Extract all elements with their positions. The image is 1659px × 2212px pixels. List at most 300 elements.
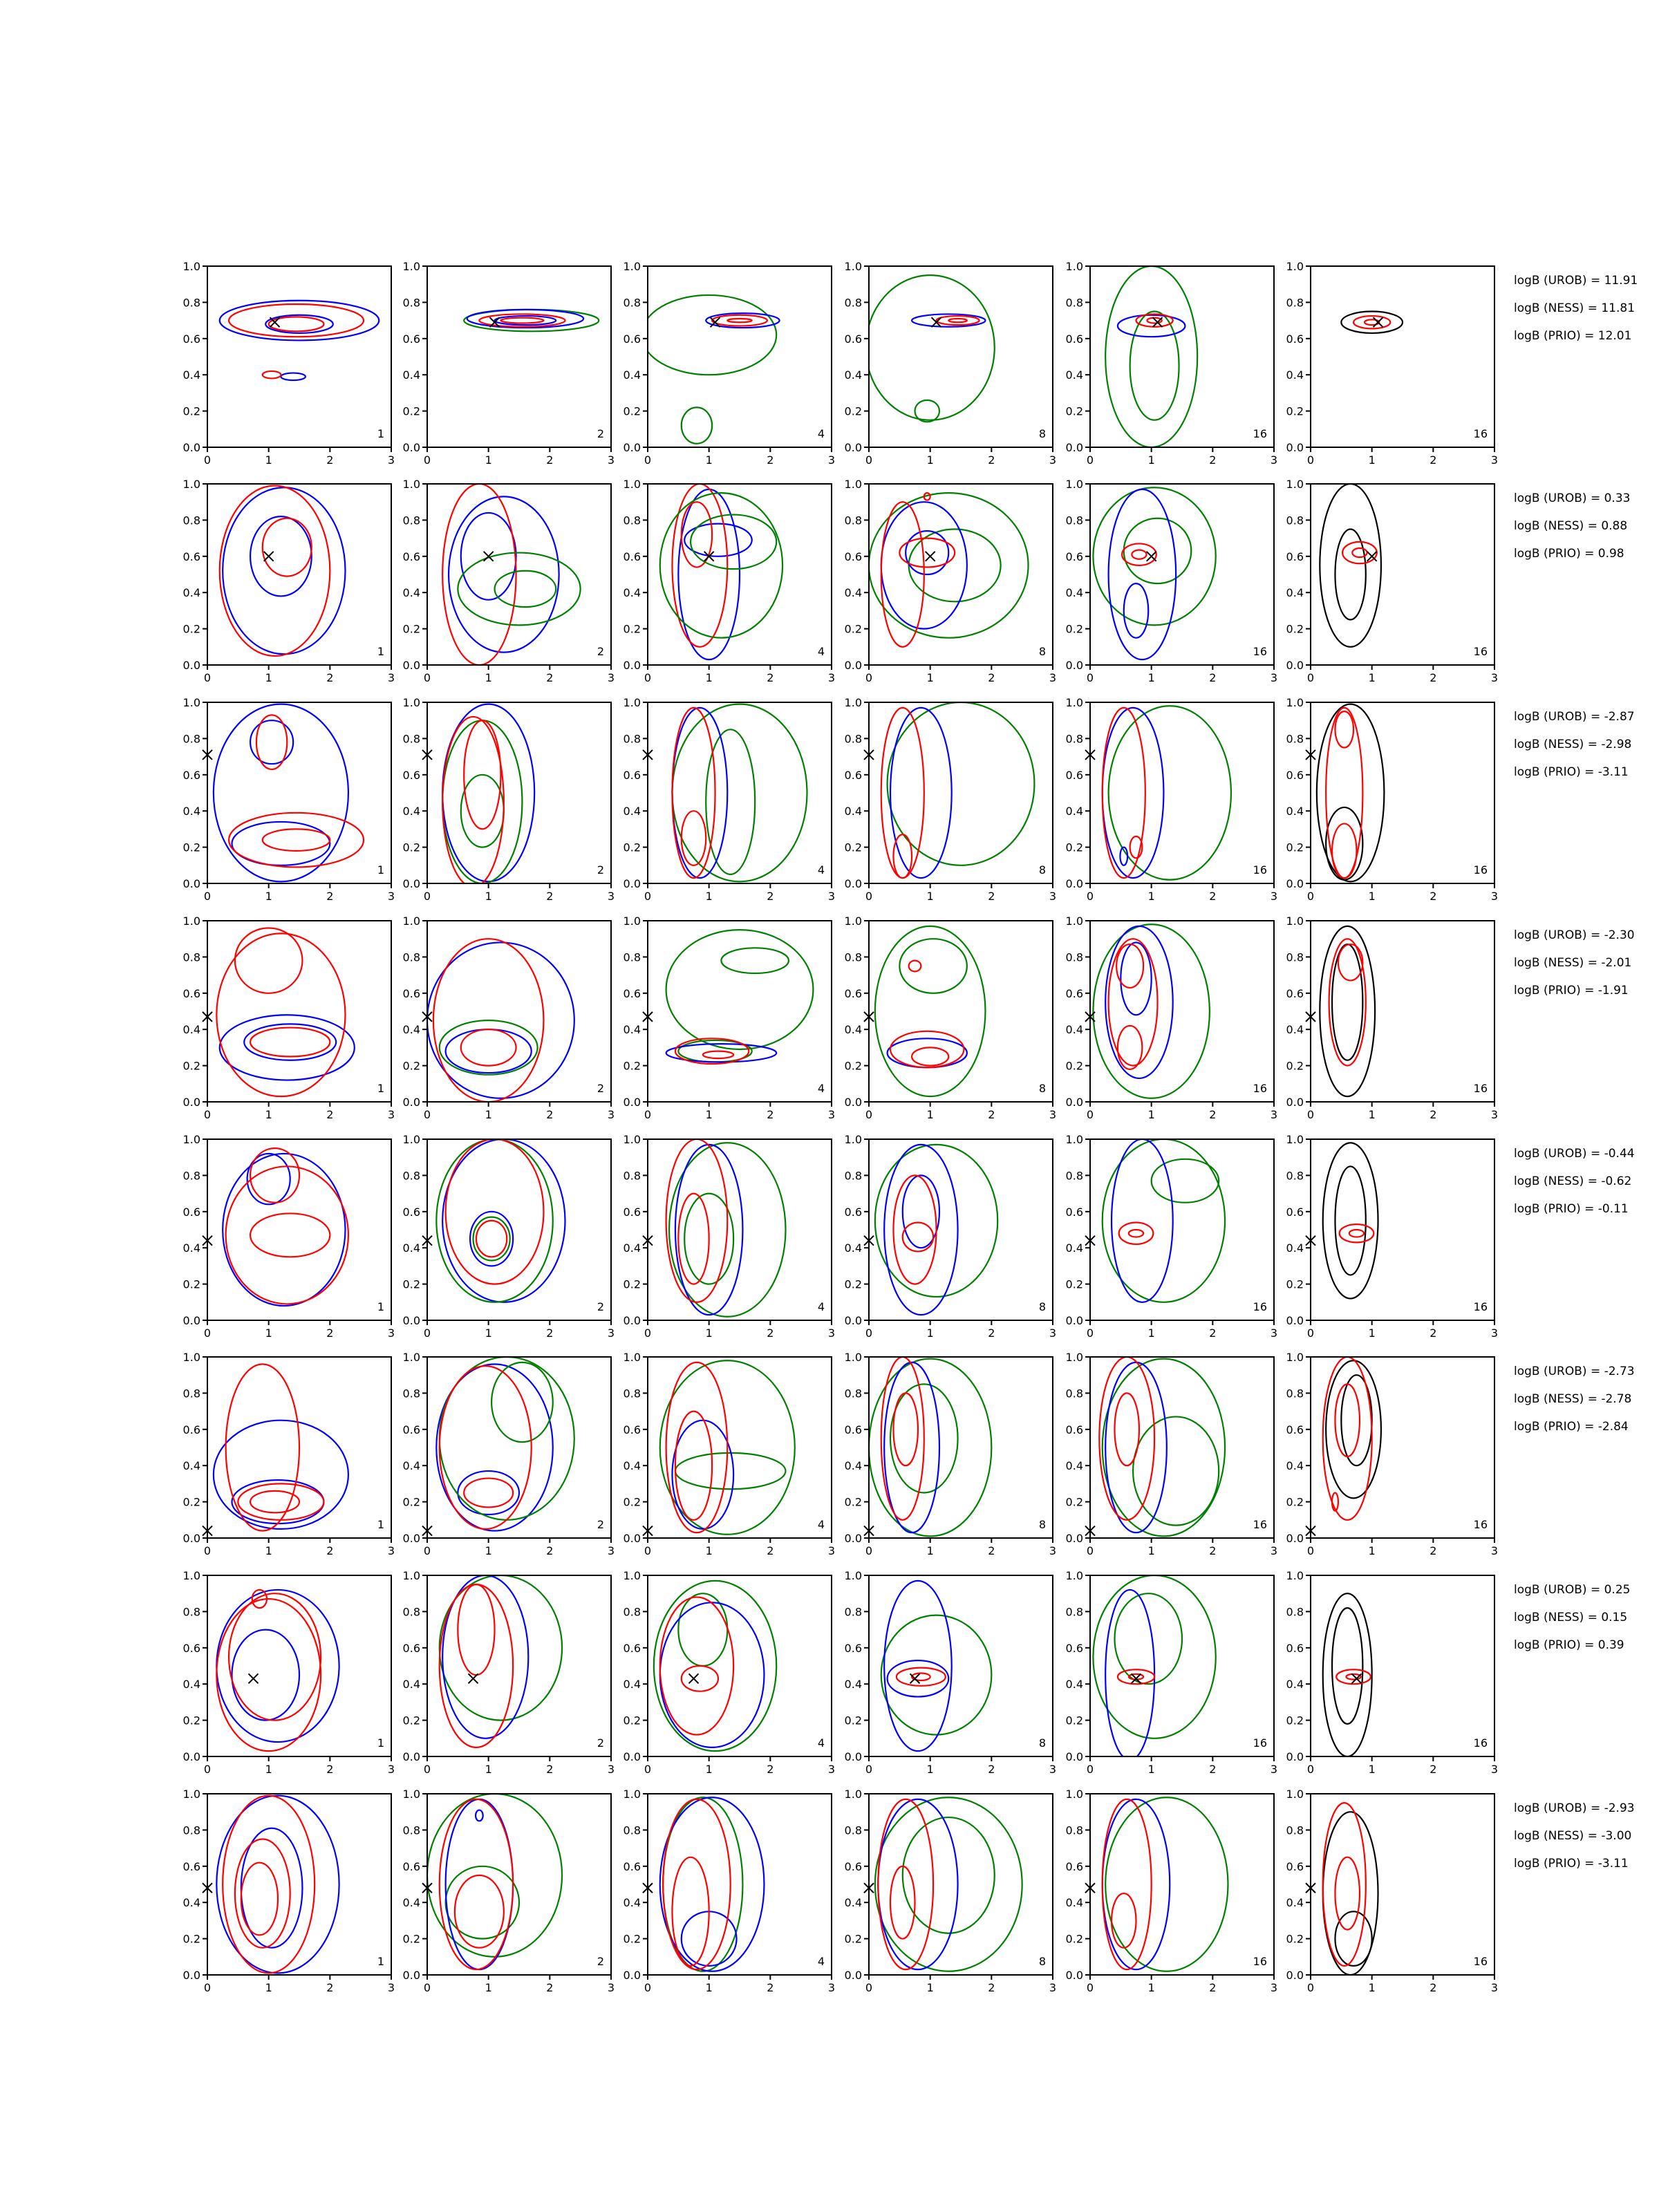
y-tick-label: 0.4	[182, 1896, 200, 1910]
x-tick-label: 0	[1086, 671, 1094, 684]
y-tick-label: 0.0	[623, 1314, 641, 1327]
y-tick-label: 0.2	[1065, 1495, 1083, 1509]
x-tick-label: 2	[546, 1544, 554, 1557]
y-tick-label: 0.8	[623, 1824, 641, 1837]
contour-red	[226, 1364, 299, 1530]
y-tick-label: 0.6	[182, 1859, 200, 1873]
y-tick-label: 1.0	[1286, 1351, 1304, 1364]
logB-stat: logB (NESS) = -0.62	[1514, 1174, 1632, 1188]
contour-group	[660, 1797, 765, 1971]
logB-stat: logB (PRIO) = -3.11	[1514, 1857, 1629, 1871]
x-tick-label: 0	[644, 1763, 652, 1776]
contour-red	[250, 1491, 299, 1512]
subplot-r3-c5	[1066, 696, 1278, 903]
x-tick-label: 0	[865, 1108, 873, 1121]
x-tick-label: 1	[265, 671, 272, 684]
x-tick-label: 1	[926, 1981, 934, 1994]
y-tick-label: 0.6	[844, 1423, 862, 1436]
x-tick-label: 1	[265, 1763, 272, 1776]
y-tick-label: 0.0	[182, 1969, 200, 1982]
subplot-r1-c5	[1066, 260, 1278, 467]
x-tick-label: 3	[387, 1544, 395, 1557]
axes-frame	[1311, 1139, 1494, 1320]
y-tick-label: 0.8	[402, 1605, 420, 1619]
y-tick-label: 0.4	[844, 1678, 862, 1691]
y-tick-label: 0.6	[402, 1423, 420, 1436]
y-tick-label: 0.8	[402, 1387, 420, 1400]
panel-label: 2	[597, 1082, 604, 1095]
y-tick-label: 1.0	[1286, 478, 1304, 491]
x-tick-label: 0	[865, 890, 873, 903]
contour-blue	[884, 1581, 952, 1751]
x-tick-label: 0	[644, 1981, 652, 1994]
y-tick-label: 0.6	[1286, 550, 1304, 563]
contour-red	[442, 717, 504, 887]
x-tick-label: 0	[203, 671, 212, 684]
contour-blue	[223, 1154, 345, 1306]
y-tick-label: 0.2	[402, 622, 420, 636]
panel-label: 2	[597, 1955, 604, 1968]
x-tick-label: 3	[387, 671, 395, 684]
x-tick-label: 2	[546, 453, 554, 467]
y-tick-label: 0.0	[402, 1969, 420, 1982]
contour-red	[1103, 1799, 1152, 1969]
contour-group	[875, 926, 986, 1096]
x-tick-label: 3	[1490, 1763, 1499, 1776]
panel-label: 16	[1473, 1736, 1488, 1750]
y-tick-label: 0.8	[623, 1605, 641, 1619]
y-tick-label: 1.0	[844, 1788, 862, 1801]
logB-stat: logB (PRIO) = -0.11	[1514, 1202, 1629, 1216]
y-tick-label: 0.4	[623, 1678, 641, 1691]
x-tick-label: 1	[926, 1763, 934, 1776]
y-tick-label: 0.8	[182, 1605, 200, 1619]
contour-green	[675, 1453, 786, 1489]
contour-green	[427, 1794, 562, 1957]
y-tick-label: 0.8	[1065, 1605, 1083, 1619]
y-tick-label: 0.8	[1286, 950, 1304, 964]
y-tick-label: 0.2	[1286, 622, 1304, 636]
x-tick-label: 3	[387, 1108, 395, 1121]
y-tick-label: 0.4	[623, 1241, 641, 1255]
x-tick-label: 1	[1368, 453, 1376, 467]
x-tick-label: 2	[326, 671, 334, 684]
y-tick-label: 1.0	[1065, 1569, 1083, 1582]
contour-blue	[1105, 1362, 1167, 1533]
x-tick-label: 1	[485, 1981, 492, 1994]
x-tick-label: 3	[607, 1544, 615, 1557]
contour-group	[1093, 1575, 1215, 1760]
y-tick-label: 0.8	[623, 950, 641, 964]
x-tick-label: 3	[1270, 1544, 1278, 1557]
y-tick-label: 0.2	[1065, 1714, 1083, 1727]
contour-group	[1323, 1357, 1381, 1520]
contour-red	[1116, 944, 1143, 988]
y-tick-label: 0.8	[1286, 1169, 1304, 1183]
x-tick-label: 3	[827, 453, 836, 467]
logB-stat: logB (UROB) = -2.93	[1514, 1801, 1635, 1815]
y-tick-label: 0.2	[844, 622, 862, 636]
contour-group	[1103, 706, 1231, 880]
y-tick-label: 0.8	[182, 950, 200, 964]
y-tick-label: 1.0	[623, 1351, 641, 1364]
contour-red	[878, 1799, 933, 1969]
x-tick-label: 3	[387, 1327, 395, 1340]
y-tick-label: 0.4	[182, 586, 200, 600]
y-tick-label: 0.0	[623, 877, 641, 890]
y-tick-label: 1.0	[623, 260, 641, 273]
axes-frame	[1311, 1357, 1494, 1538]
y-tick-label: 0.2	[623, 841, 641, 854]
panel-label: 2	[597, 645, 604, 658]
y-tick-label: 1.0	[844, 696, 862, 709]
panel-label: 4	[817, 1955, 825, 1968]
y-tick-label: 0.2	[844, 1059, 862, 1073]
x-tick-label: 2	[1430, 1327, 1437, 1340]
y-tick-label: 0.0	[623, 659, 641, 672]
y-tick-label: 0.0	[402, 877, 420, 890]
x-tick-label: 3	[1270, 1763, 1278, 1776]
y-tick-label: 0.0	[844, 659, 862, 672]
y-tick-label: 1.0	[623, 1569, 641, 1582]
logB-stat: logB (UROB) = -2.30	[1514, 928, 1635, 942]
y-tick-label: 1.0	[623, 696, 641, 709]
contour-red	[1353, 316, 1390, 328]
x-tick-label: 2	[767, 1544, 774, 1557]
y-tick-label: 1.0	[1065, 1788, 1083, 1801]
x-tick-label: 3	[1270, 1108, 1278, 1121]
y-tick-label: 0.2	[1286, 404, 1304, 418]
y-tick-label: 1.0	[1065, 260, 1083, 273]
subplot-r5-c3	[624, 1133, 836, 1340]
subplot-r6-c2	[403, 1351, 615, 1557]
y-tick-label: 1.0	[182, 478, 200, 491]
y-tick-label: 0.8	[1286, 1605, 1304, 1619]
contour-red	[682, 1666, 718, 1691]
logB-stat: logB (PRIO) = -3.11	[1514, 765, 1629, 779]
x-tick-label: 2	[326, 890, 334, 903]
y-tick-label: 0.8	[1286, 1387, 1304, 1400]
y-tick-label: 1.0	[1065, 478, 1083, 491]
contour-green	[875, 926, 986, 1096]
y-tick-label: 1.0	[402, 1351, 420, 1364]
y-tick-label: 0.2	[623, 622, 641, 636]
contour-group	[440, 1575, 562, 1747]
subplot-r4-c2	[403, 915, 615, 1121]
logB-stat: logB (NESS) = 0.88	[1514, 519, 1628, 533]
x-tick-label: 2	[1430, 1108, 1437, 1121]
contour-blue	[672, 708, 727, 878]
y-tick-label: 0.4	[623, 586, 641, 600]
y-tick-label: 0.4	[1286, 1241, 1304, 1255]
x-tick-label: 2	[326, 1108, 334, 1121]
contour-group	[214, 704, 364, 882]
contour-group	[427, 1794, 562, 1969]
contour-group	[875, 1797, 1022, 1971]
y-tick-label: 1.0	[1065, 915, 1083, 928]
contour-group	[436, 1139, 565, 1302]
x-tick-label: 2	[326, 1327, 334, 1340]
x-tick-label: 0	[865, 1981, 873, 1994]
x-tick-label: 1	[265, 1327, 272, 1340]
axes-frame	[427, 921, 611, 1102]
contour-red	[1118, 1026, 1142, 1069]
y-tick-label: 0.0	[1065, 1969, 1083, 1982]
x-tick-label: 1	[705, 1544, 713, 1557]
x-tick-label: 2	[546, 1108, 554, 1121]
contour-green	[875, 1797, 1022, 1971]
y-tick-label: 0.6	[402, 1859, 420, 1873]
panel-label: 16	[1253, 863, 1267, 877]
contour-blue	[660, 1602, 765, 1747]
subplot-r4-c5	[1066, 915, 1278, 1121]
axes-frame	[869, 702, 1053, 883]
y-tick-label: 0.8	[1286, 732, 1304, 746]
contour-red	[241, 1863, 278, 1936]
logB-stat: logB (UROB) = -2.87	[1514, 710, 1635, 724]
contour-red	[250, 1213, 330, 1257]
contour-red	[1349, 1230, 1364, 1237]
x-tick-label: 3	[607, 1327, 615, 1340]
x-tick-label: 0	[1306, 890, 1315, 903]
x-tick-label: 0	[644, 671, 652, 684]
y-tick-label: 0.0	[182, 1532, 200, 1545]
panel-label: 16	[1473, 1300, 1488, 1313]
y-tick-label: 0.6	[1286, 1641, 1304, 1655]
x-tick-label: 0	[203, 1108, 212, 1121]
contour-red	[229, 1593, 321, 1720]
contour-red	[250, 1028, 330, 1057]
panel-label: 1	[377, 645, 384, 658]
subplot-r5-c4	[845, 1133, 1057, 1340]
subplot-r3-c1	[183, 696, 395, 903]
y-tick-label: 0.2	[182, 1714, 200, 1727]
contour-blue	[442, 1139, 565, 1302]
x-tick-label: 1	[1147, 453, 1155, 467]
x-tick-label: 3	[1490, 1544, 1499, 1557]
contour-red	[890, 1031, 964, 1067]
y-tick-label: 0.2	[182, 622, 200, 636]
y-tick-label: 1.0	[623, 915, 641, 928]
axes-frame	[1090, 266, 1274, 447]
y-tick-label: 0.8	[402, 514, 420, 527]
y-tick-label: 0.4	[402, 1459, 420, 1473]
x-tick-label: 1	[926, 1108, 934, 1121]
y-tick-label: 0.8	[844, 1824, 862, 1837]
x-tick-label: 3	[827, 890, 836, 903]
subplot-r2-c5	[1066, 478, 1278, 684]
x-tick-label: 0	[423, 1544, 431, 1557]
x-tick-label: 1	[926, 1327, 934, 1340]
contour-group	[666, 930, 814, 1064]
contour-group	[1320, 926, 1375, 1096]
y-tick-label: 0.4	[1065, 1459, 1083, 1473]
x-tick-label: 0	[865, 671, 873, 684]
y-tick-label: 0.8	[182, 732, 200, 746]
contour-blue	[214, 704, 348, 882]
x-tick-label: 2	[1209, 1544, 1217, 1557]
panel-label: 2	[597, 1300, 604, 1313]
y-tick-label: 0.6	[1286, 332, 1304, 346]
contour-group	[1323, 1143, 1378, 1298]
contour-red	[672, 484, 727, 647]
x-tick-label: 3	[607, 671, 615, 684]
y-tick-label: 0.0	[623, 441, 641, 454]
contour-group	[1093, 487, 1215, 659]
logB-stat: logB (NESS) = -2.98	[1514, 738, 1632, 751]
axes-frame	[1090, 484, 1274, 665]
x-tick-label: 0	[1086, 1763, 1094, 1776]
x-tick-label: 3	[827, 1763, 836, 1776]
x-tick-label: 2	[326, 1544, 334, 1557]
panel-label: 1	[377, 1082, 384, 1095]
panel-label: 8	[1038, 863, 1046, 877]
x-tick-label: 2	[326, 1763, 334, 1776]
x-tick-label: 1	[265, 453, 272, 467]
x-tick-label: 0	[423, 1981, 431, 1994]
contour-blue	[1121, 942, 1151, 1015]
x-tick-label: 1	[1368, 671, 1376, 684]
x-tick-label: 1	[1147, 1544, 1155, 1557]
y-tick-label: 0.2	[1286, 1059, 1304, 1073]
y-tick-label: 1.0	[182, 1788, 200, 1801]
x-tick-label: 1	[1368, 1327, 1376, 1340]
panel-label: 16	[1253, 1518, 1267, 1531]
x-tick-label: 2	[546, 1763, 554, 1776]
y-tick-label: 0.2	[844, 841, 862, 854]
y-tick-label: 0.8	[182, 296, 200, 310]
x-tick-label: 0	[1306, 1981, 1315, 1994]
y-tick-label: 0.6	[1065, 1205, 1083, 1219]
contour-green	[666, 930, 814, 1049]
y-tick-label: 0.6	[1065, 1641, 1083, 1655]
axes-frame	[648, 921, 832, 1102]
y-tick-label: 1.0	[182, 1569, 200, 1582]
y-tick-label: 1.0	[844, 1133, 862, 1146]
axes-frame	[1311, 484, 1494, 665]
x-tick-label: 3	[1270, 1327, 1278, 1340]
contour-blue	[232, 1480, 324, 1524]
x-tick-label: 1	[1147, 890, 1155, 903]
y-tick-label: 1.0	[1286, 915, 1304, 928]
contour-red	[1114, 1393, 1138, 1465]
y-tick-label: 0.2	[402, 1932, 420, 1946]
contour-red	[675, 1412, 712, 1520]
y-tick-label: 0.0	[402, 1750, 420, 1763]
x-tick-label: 0	[423, 671, 431, 684]
y-tick-label: 0.2	[1286, 1495, 1304, 1509]
y-tick-label: 0.2	[844, 1932, 862, 1946]
panel-label: 1	[377, 427, 384, 440]
contour-red	[893, 1175, 936, 1284]
y-tick-label: 0.0	[1286, 659, 1304, 672]
contour-blue	[878, 1799, 957, 1969]
contour-group	[881, 1581, 992, 1751]
panel-label: 8	[1038, 645, 1046, 658]
logB-stat: logB (PRIO) = 0.98	[1514, 547, 1624, 561]
y-tick-label: 0.6	[402, 332, 420, 346]
x-tick-label: 1	[926, 453, 934, 467]
x-tick-label: 3	[607, 1108, 615, 1121]
contour-blue	[250, 516, 312, 596]
row-4-logB-stats	[1514, 928, 1635, 997]
y-tick-label: 0.0	[844, 1096, 862, 1109]
y-tick-label: 1.0	[623, 478, 641, 491]
x-tick-label: 3	[1490, 1327, 1499, 1340]
logB-stat: logB (PRIO) = 12.01	[1514, 329, 1632, 343]
y-tick-label: 0.2	[1065, 841, 1083, 854]
subplot-r6-c4	[845, 1351, 1057, 1557]
y-tick-label: 0.8	[1286, 296, 1304, 310]
y-tick-label: 0.6	[402, 986, 420, 1000]
x-tick-label: 1	[265, 890, 272, 903]
y-tick-label: 0.6	[844, 1859, 862, 1873]
logB-stat: logB (UROB) = -0.44	[1514, 1147, 1635, 1161]
x-tick-label: 3	[1049, 671, 1057, 684]
y-tick-label: 1.0	[1286, 1569, 1304, 1582]
y-tick-label: 0.0	[1065, 1096, 1083, 1109]
axes-frame	[1090, 921, 1274, 1102]
y-tick-label: 0.0	[623, 1532, 641, 1545]
panel-label: 8	[1038, 427, 1046, 440]
contour-green	[672, 704, 807, 882]
y-tick-label: 0.6	[1286, 1205, 1304, 1219]
subplot-r3-c3	[624, 696, 836, 903]
x-tick-label: 0	[1306, 671, 1315, 684]
y-tick-label: 0.4	[402, 805, 420, 818]
x-tick-label: 1	[485, 1544, 492, 1557]
row-3-logB-stats	[1514, 710, 1635, 779]
y-tick-label: 0.4	[844, 586, 862, 600]
x-tick-label: 3	[1049, 453, 1057, 467]
contour-red	[893, 834, 912, 878]
logB-stat: logB (NESS) = -2.78	[1514, 1392, 1632, 1406]
axes-frame	[1311, 266, 1494, 447]
contour-red	[263, 518, 312, 577]
panel-label: 16	[1473, 427, 1488, 440]
x-tick-label: 0	[1086, 1544, 1094, 1557]
logB-stat: logB (PRIO) = 0.39	[1514, 1638, 1624, 1652]
logB-stat: logB (NESS) = -3.00	[1514, 1829, 1632, 1843]
axes-frame	[648, 266, 832, 447]
contour-red	[678, 1194, 709, 1284]
axes-frame	[869, 1357, 1053, 1538]
y-tick-label: 0.4	[1286, 1459, 1304, 1473]
contour-group	[881, 702, 1035, 878]
y-tick-label: 0.6	[182, 986, 200, 1000]
subplot-r3-c6	[1286, 696, 1499, 903]
x-tick-label: 0	[1306, 1544, 1315, 1557]
contour-red	[672, 708, 715, 878]
x-tick-label: 1	[705, 671, 713, 684]
subplot-r1-c3	[624, 260, 836, 467]
x-tick-label: 2	[326, 453, 334, 467]
subplot-r6-c1	[183, 1351, 395, 1557]
y-tick-label: 0.6	[182, 332, 200, 346]
axes-frame	[869, 266, 1053, 447]
contour-red	[937, 316, 980, 325]
x-tick-label: 2	[1430, 1544, 1437, 1557]
subplot-r4-c6	[1286, 915, 1499, 1121]
x-tick-label: 1	[705, 453, 713, 467]
x-tick-label: 3	[387, 890, 395, 903]
x-tick-label: 1	[485, 1327, 492, 1340]
contour-group	[223, 1148, 348, 1306]
logB-stat: logB (UROB) = 0.25	[1514, 1583, 1631, 1597]
x-tick-label: 0	[423, 1763, 431, 1776]
y-tick-label: 0.0	[844, 441, 862, 454]
x-tick-label: 3	[387, 1763, 395, 1776]
